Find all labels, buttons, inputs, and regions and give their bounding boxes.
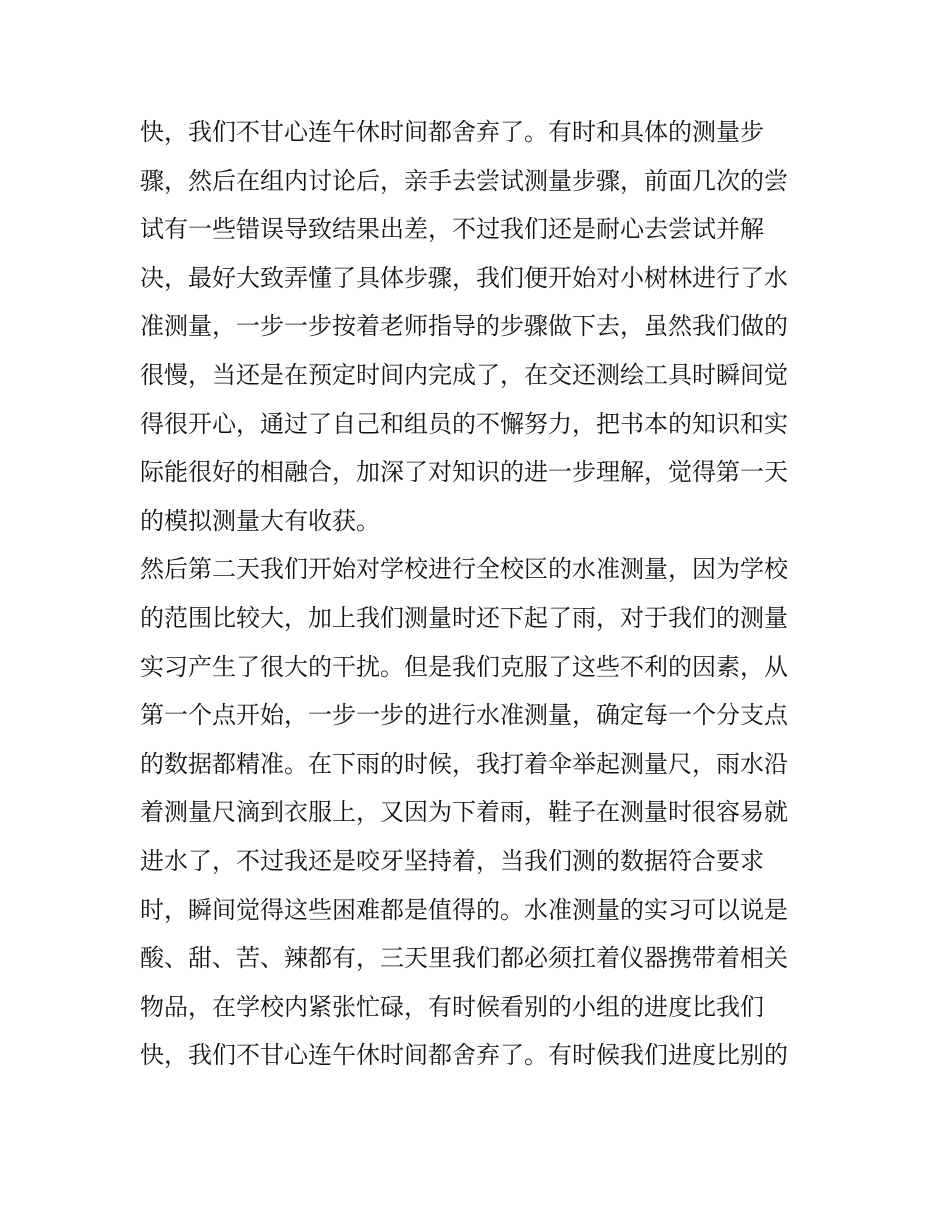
document-body	[140, 108, 820, 1080]
text-line: 得很开心，通过了自己和组员的不懈努力，把书本的知识和实	[140, 409, 788, 438]
text-line: 际能很好的相融合，加深了对知识的进一步理解，觉得第一天	[140, 458, 788, 487]
text-line: 时，瞬间觉得这些困难都是值得的。水准测量的实习可以说是	[140, 895, 788, 924]
text-line: 快，我们不甘心连午休时间都舍弃了。有时和具体的测量步	[140, 118, 764, 146]
text-line: 快，我们不甘心连午休时间都舍弃了。有时候我们进度比别的	[140, 1041, 788, 1070]
text-line: 的模拟测量大有收获。	[140, 506, 380, 535]
text-line: 的数据都精准。在下雨的时候，我打着伞举起测量尺，雨水沿	[140, 749, 788, 778]
text-line: 酸、甜、苦、辣都有，三天里我们都必须扛着仪器携带着相关	[140, 944, 788, 973]
text-line: 很慢，当还是在预定时间内完成了，在交还测绘工具时瞬间觉	[140, 360, 788, 389]
text-line: 决，最好大致弄懂了具体步骤，我们便开始对小树林进行了水	[140, 263, 788, 292]
text-line: 物品，在学校内紧张忙碌，有时候看别的小组的进度比我们	[140, 992, 764, 1021]
text-line: 骤，然后在组内讨论后，亲手去尝试测量步骤，前面几次的尝	[140, 166, 788, 195]
text-line: 试有一些错误导致结果出差，不过我们还是耐心去尝试并解	[140, 215, 764, 244]
text-line: 然后第二天我们开始对学校进行全校区的水准测量，因为学校	[140, 555, 788, 584]
text-line: 着测量尺滴到衣服上，又因为下着雨，鞋子在测量时很容易就	[140, 798, 788, 827]
text-line: 准测量，一步一步按着老师指导的步骤做下去，虽然我们做的	[140, 312, 788, 341]
text-line: 第一个点开始，一步一步的进行水准测量，确定每一个分支点	[140, 701, 788, 730]
text-line: 进水了，不过我还是咬牙坚持着，当我们测的数据符合要求	[140, 846, 764, 875]
text-line: 实习产生了很大的干扰。但是我们克服了这些不利的因素，从	[140, 652, 788, 681]
text-line: 的范围比较大，加上我们测量时还下起了雨，对于我们的测量	[140, 603, 788, 632]
